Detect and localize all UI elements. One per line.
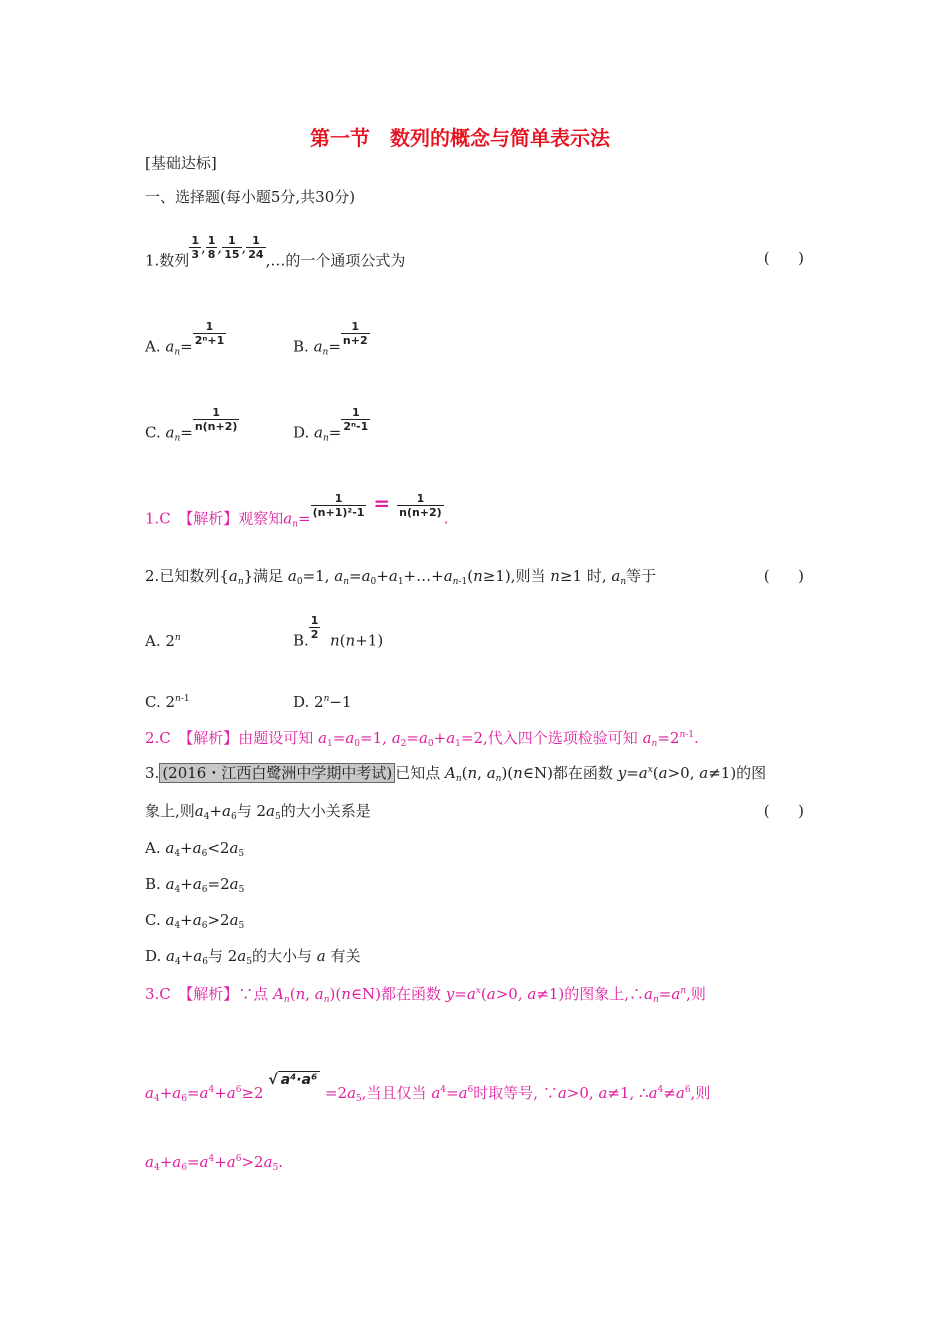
q3-answer-line3: $a_4+a_6=a^4+a^6>2a_5$.	[145, 1153, 284, 1173]
q1-option-a: A. $a_n=$ $\frac{1}{\text{2ⁿ+1}}$	[145, 320, 225, 358]
q3-answer-paren: ( )	[763, 802, 804, 820]
q2-answer: 2.C 【解析】由题设可知 $a_1=a_0=1$, $a_2=a_0+a_1=2$,代入四个选项检验可知 $a_n=2^{n-1}$.	[145, 729, 699, 749]
q3-sqrt-radicand: a⁴·a⁶	[278, 1071, 320, 1088]
q1-suffix: ,…的一个通项公式为	[265, 251, 406, 270]
q1-option-b: B. $a_n=$ $\frac{1}{n+2}$	[293, 320, 368, 358]
page-title: 第一节 数列的概念与简单表示法	[310, 126, 610, 150]
q1-option-d: D. $a_n=$ $\frac{1}{\text{2ⁿ-1}}$	[293, 406, 369, 444]
q3-source-tag: (2016・江西白鹭洲中学期中考试)	[159, 763, 395, 783]
q1-option-c: C. $a_n=$ $\frac{1}{n(n+2)}$	[145, 406, 238, 444]
q3-answer-line2: $a_4+a_6=a^4+a^6\ge 2$ √ $a^4\cdot a^6 =2a_5$,当且仅当 $a^4=a^6$时取等号, ∵a>0, a≠1, $\therefore a^4\ne a^6$,则	[145, 1072, 711, 1104]
q1-frac-2: $\frac{1}{8}$	[207, 234, 216, 261]
q3-option-c: C. $a_4+a_6>2a_5$	[145, 911, 245, 931]
q2-option-a: A. 2$^n$	[145, 632, 181, 650]
question-3-stem: 3. (2016・江西白鹭洲中学期中考试) 已知点 $A_n(n$, $a_n)(n\in N)$都在函数 $y=a^x(a>0$, a≠1)的图	[145, 764, 767, 784]
q1-answer: 1.C 【解析】观察知$a_n=$ $\frac{1}{\text{(n+1)²-1}}$ = $\frac{1}{n(n+2)}$ .	[145, 490, 449, 530]
q2-option-c: C. 2$^{n-1}$	[145, 693, 190, 711]
question-3-stem-line2: 象上,则$a_4+a_6$与 $2a_5$的大小关系是	[145, 802, 371, 822]
section-label: [基础达标]	[145, 154, 217, 172]
q2-option-b: B. $\frac{1}{2}$ n(n+1)	[293, 614, 384, 650]
q1-frac-1: $\frac{1}{3}$	[191, 234, 199, 261]
q3-option-a: A. $a_4+a_6<2a_5$	[145, 839, 245, 859]
q3-option-d: D. $a_4+a_6$与 $2a_5$的大小与 a 有关	[145, 947, 361, 967]
q3-answer-line1: 3.C 【解析】∵点 $A_n(n$, $a_n)(n\in N)$都在函数 $y=a^x(a>0$, a≠1)的图象上$,\therefore a_n=a^n$,则	[145, 985, 706, 1005]
question-2-stem: 2.已知数列$\{a_n\}$满足 $a_0=1$, $a_n=a_0+a_1+\dots+a_{n-1}(n\ge 1)$,则当 n≥1 时, $a_n$等于	[145, 567, 657, 587]
q3-option-b: B. $a_4+a_6=2a_5$	[145, 875, 245, 895]
q2-option-d: D. $2^n-1$	[293, 693, 352, 711]
q1-frac-3: $\frac{1}{15}$	[224, 234, 240, 261]
q2-answer-paren: ( )	[763, 567, 804, 585]
q1-frac-4: $\frac{1}{24}$	[248, 234, 264, 261]
question-1-stem: 1.数列 $\frac{1}{3}$ , $\frac{1}{8}$ , $\frac{1}{15}$ , $\frac{1}{24}$ ,…的一个通项公式为	[145, 234, 406, 270]
q1-prefix: 1.数列	[145, 251, 190, 270]
part-heading: 一、选择题(每小题5分,共30分)	[145, 188, 356, 206]
q1-answer-paren: ( )	[763, 249, 804, 267]
